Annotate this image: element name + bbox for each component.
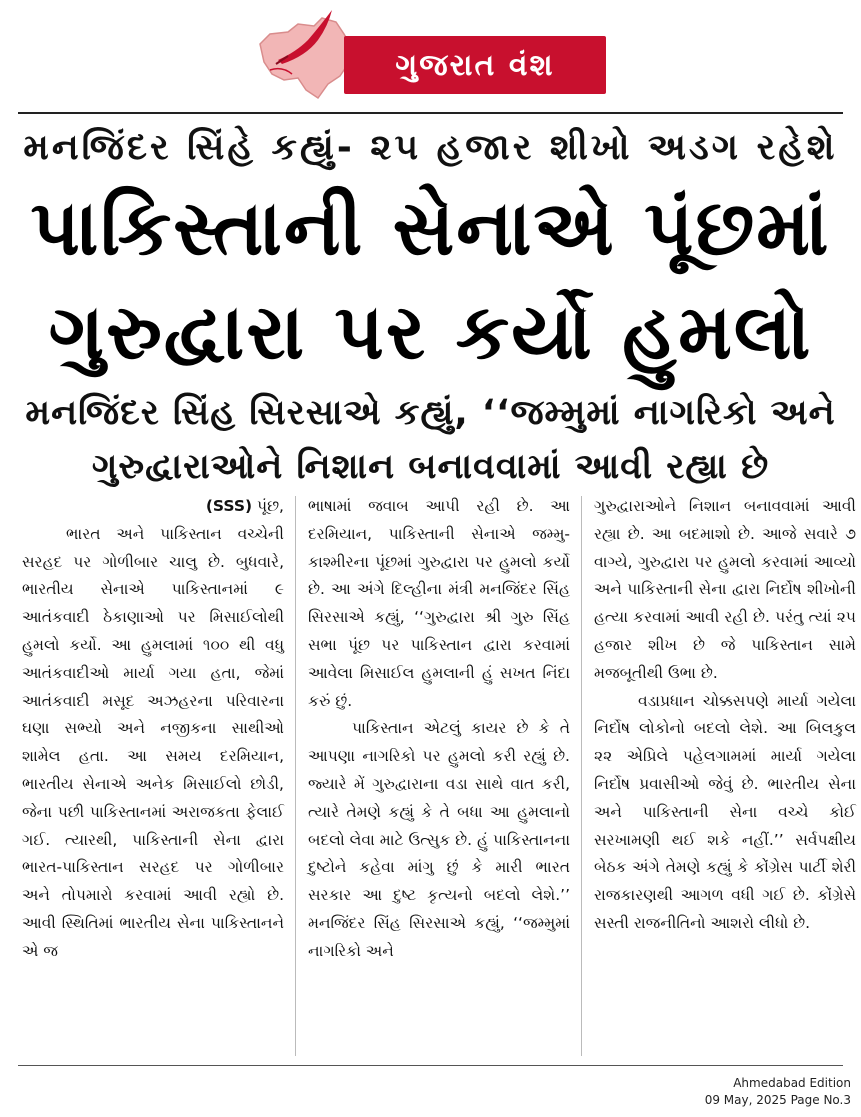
article-column-2 xyxy=(308,493,570,1059)
deck-line-2: ગુરુદ્વારાઓને નિશાન બનાવવામાં આવી રહ્યા છે xyxy=(91,447,770,487)
dateline: (SSS) xyxy=(205,497,253,515)
column-2-paragraph-1: ભાષામાં જવાબ આપી રહી છે. આ દરમિયાન, પાકિસ્તાની સેનાએ જમ્મુ-કાશ્મીરના પૂંછમાં ગુરુદ્વારા પર હુમલો કર્યો છે. આ અંગે દિલ્હીના મંત્રી મનજિંદર સિંહ સિરસાએ કહ્યું, ‘‘ગુરુદ્વારા શ્રી ગુરુ સિંહ સભા પૂંછ પર પાકિસ્તાન દ્વારા કરવામાં આવેલા મિસાઈલ હુમલાની હું સખત નિંદા કરું છું. xyxy=(308,497,570,710)
column-1-paragraph-1 xyxy=(22,493,284,521)
headline-line-1: પાકિસ્તાની સેનાએ પૂંછમાં xyxy=(30,183,831,272)
logo-text: ગુજરાત વંશ xyxy=(395,47,555,83)
article-column-1 xyxy=(22,493,284,1059)
masthead-divider xyxy=(18,112,843,114)
article-kicker: મનજિંદર સિંહે કહ્યું- ૨૫ હજાર શીખો અડગ રહેશે xyxy=(23,127,838,168)
footer-divider xyxy=(18,1065,843,1066)
article-column-3 xyxy=(594,493,856,1059)
edition-info xyxy=(591,1075,851,1109)
column-3-paragraph-2: વડાપ્રધાન ચોક્કસપણે માર્યા ગયેલા નિર્દોષ લોકોનો બદલો લેશે. આ બિલકુલ ૨૨ એપ્રિલે પહેલગામમાં માર્યા ગયેલા નિર્દોષ પ્રવાસીઓ જેવું છે. ભારતીય સેના અને પાકિસ્તાની સેના વચ્ચે કોઈ સરખામણી થઈ શકે નહીં.’’ સર્વપક્ષીય બેઠક અંગે તેમણે કહ્યું કે કોંગ્રેસ પાર્ટી શેરી રાજકારણથી આગળ વધી ગઈ છે. કોંગ્રેસે સસ્તી રાજનીતિનો આશરો લીધો છે. xyxy=(594,691,856,932)
dateline-place: પૂંછ, xyxy=(252,497,284,515)
headline-line-2: ગુરુદ્વારા પર કર્યો હુમલો xyxy=(48,287,813,376)
column-3-paragraph-1: ગુરુદ્વારાઓને નિશાન બનાવવામાં આવી રહ્યા છે. આ બદમાશો છે. આજે સવારે ૭ વાગ્યે, ગુરુદ્વારા પર હુમલો કરવામાં આવ્યો અને પાકિસ્તાની સેના દ્વારા નિર્દોષ શીખોની હત્યા કરવામાં આવી રહી છે. પરંતુ ત્યાં ૨૫ હજાર શીખ છે જે પાકિસ્તાન સામે મજબૂતીથી ઉભા છે. xyxy=(594,497,856,682)
edition-name: Ahmedabad Edition xyxy=(733,1076,851,1090)
logo-banner xyxy=(344,36,606,94)
column-2-paragraph-2: પાકિસ્તાન એટલું કાયર છે કે તે આપણા નાગરિકો પર હુમલો કરી રહ્યું છે. જ્યારે મેં ગુરુદ્વારાના વડા સાથે વાત કરી, ત્યારે તેમણે કહ્યું કે તે બધા આ હુમલાનો બદલો લેવા માટે ઉત્સુક છે. હું પાકિસ્તાનના દુષ્ટોને કહેવા માંગુ છું કે મારી ભારત સરકાર આ દુષ્ટ કૃત્યનો બદલો લેશે.’’ મનજિંદર સિંહ સિરસાએ કહ્યું, ‘‘જમ્મુમાં નાગરિકો અને xyxy=(308,719,570,960)
column-1-paragraph-2: ભારત અને પાકિસ્તાન વચ્ચેની સરહદ પર ગોળીબાર ચાલુ છે. બુધવારે, ભારતીય સેનાએ પાકિસ્તાનમાં ૯ આતંકવાદી ઠેકાણાઓ પર મિસાઈલોથી હુમલો કર્યો. આ હુમલામાં ૧૦૦ થી વધુ આતંકવાદીઓ માર્યા ગયા હતા, જેમાં આતંકવાદી મસૂદ અઝહરના પરિવારના ઘણા સભ્યો અને નજીકના સાથીઓ શામેલ હતા. આ સમય દરમિયાન, ભારતીય સેનાએ અનેક મિસાઈલો છોડી, જેના પછી પાકિસ્તાનમાં અરાજકતા ફેલાઈ ગઈ. ત્યારથી, પાકિસ્તાની સેના દ્વારા ભારત-પાકિસ્તાન સરહદ પર ગોળીબાર અને તોપમારો કરવામાં આવી રહ્યો છે. આવી સ્થિતિમાં ભારતીય સેના પાકિસ્તાનને એ જ xyxy=(22,524,284,960)
newspaper-logo[interactable] xyxy=(248,4,618,104)
column-divider-2 xyxy=(581,496,582,1056)
edition-date-page: 09 May, 2025 Page No.3 xyxy=(704,1093,851,1107)
masthead xyxy=(0,0,861,108)
deck-line-1: મનજિંદર સિંહ સિરસાએ કહ્યું, ‘‘જમ્મુમાં નાગરિકો અને xyxy=(25,393,836,433)
column-divider-1 xyxy=(295,496,296,1056)
